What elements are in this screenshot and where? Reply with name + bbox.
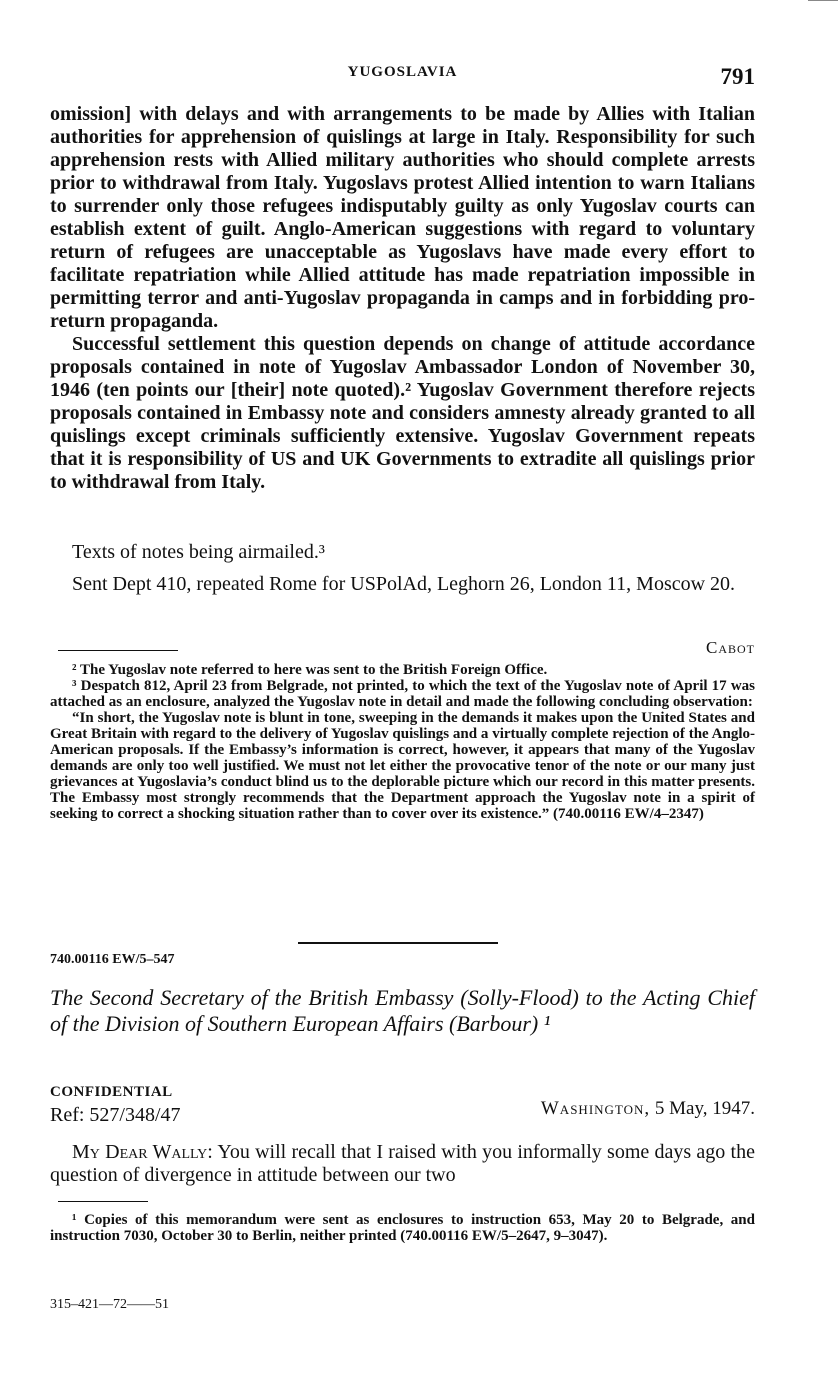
letter-opening bbox=[50, 1141, 755, 1187]
page-edge-mark bbox=[808, 0, 838, 1]
salutation: My Dear Wally: bbox=[72, 1141, 213, 1163]
footnote: ² The Yugoslav note referred to here was sent to the British Foreign Office. bbox=[72, 662, 548, 678]
footnote-separator bbox=[58, 650, 178, 651]
section-divider bbox=[298, 942, 498, 944]
letter-text: You will recall that I raised with you informally some days ago the question of divergence in attitude between our two bbox=[50, 1141, 755, 1186]
classification: CONFIDENTIAL bbox=[50, 1084, 173, 1100]
footnotes-top bbox=[50, 662, 755, 822]
telegram-paragraph: omission] with delays and with arrangements to be made by Allies with Italian authorities for apprehension of quislings at large in Italy. Responsibility for such apprehension rests with Allied military authorities who should complete arrests prior to withdrawal from Italy. Yugoslavs protest Allied intention to warn Italians to surrender only those refugees indisputably guilty as only Yugoslav courts can establish extent of guilt. Anglo-American suggestions with regard to voluntary return of refugees are unacceptable as Yugoslavs have made every effort to facilitate repatriation while Allied attitude has made repatriation impossible in permitting terror and anti-Yugoslav propaganda in camps and in forbidding pro-return propaganda. bbox=[50, 103, 755, 332]
dateline bbox=[541, 1098, 755, 1120]
reference-number: Ref: 527/348/47 bbox=[50, 1104, 181, 1126]
running-head: YUGOSLAVIA bbox=[347, 64, 458, 80]
signature: Cabot bbox=[705, 638, 755, 657]
telegram-paragraph: Successful settlement this question depends on change of attitude accordance proposals contained in note of Yugoslav Ambassador London of November 30, 1946 (ten points our [their] note quoted).² Yugoslav Government therefore rejects proposals contained in Embassy note and considers amnesty already granted to all quislings except criminals sufficiently extensive. Yugoslav Government repeats that it is responsibility of US and UK Governments to extradite all quislings prior to withdrawal from Italy. bbox=[50, 333, 755, 493]
dateline-date: 5 May, 1947. bbox=[650, 1098, 755, 1119]
page-number: 791 bbox=[720, 64, 755, 89]
document-title: The Second Secretary of the British Embassy (Solly-Flood) to the Acting Chief of the Division of Southern European Affairs (Barbour) ¹ bbox=[50, 985, 755, 1036]
document-page bbox=[50, 0, 755, 1380]
footnote: ³ Despatch 812, April 23 from Belgrade, not printed, to which the text of the Yugoslav note of April 17 was attached as an enclosure, analyzed the Yugoslav note in detail and made the following concluding observation: bbox=[50, 678, 755, 710]
footnote: ¹ Copies of this memorandum were sent as enclosures to instruction 653, May 20 to Belgrade, and instruction 7030, October 30 to Berlin, neither printed (740.00116 EW/5–2647, 9–3047). bbox=[50, 1212, 755, 1244]
footnotes-bottom bbox=[50, 1212, 755, 1244]
printer-imprint: 315–421—72——51 bbox=[50, 1297, 169, 1312]
footnote: “In short, the Yugoslav note is blunt in tone, sweeping in the demands it makes upon the United States and Great Britain with regard to the delivery of Yugoslav quislings and a virtually complete rejection of the Anglo-American proposals. If the Embassy’s information is correct, however, it appears that many of the Yugoslav demands are only too well justified. We must not let either the provocative tenor of the note or our many just grievances at Yugoslavia’s conduct blind us to the deplorable picture which our record in this matter presents. The Embassy most strongly recommends that the Department approach the Yugoslav note in a spirit of seeking to correct a shocking situation rather than to cover over its existence.” (740.00116 EW/4–2347) bbox=[50, 710, 755, 822]
dateline-place: Washington, bbox=[540, 1098, 651, 1119]
sent-line: Sent Dept 410, repeated Rome for USPolAd, Leghorn 26, London 11, Moscow 20. bbox=[72, 573, 736, 595]
airmail-line: Texts of notes being airmailed.³ bbox=[72, 541, 325, 563]
file-number: 740.00116 EW/5–547 bbox=[50, 952, 175, 967]
telegram-body bbox=[50, 103, 755, 494]
footnote-separator-bottom bbox=[58, 1201, 148, 1202]
